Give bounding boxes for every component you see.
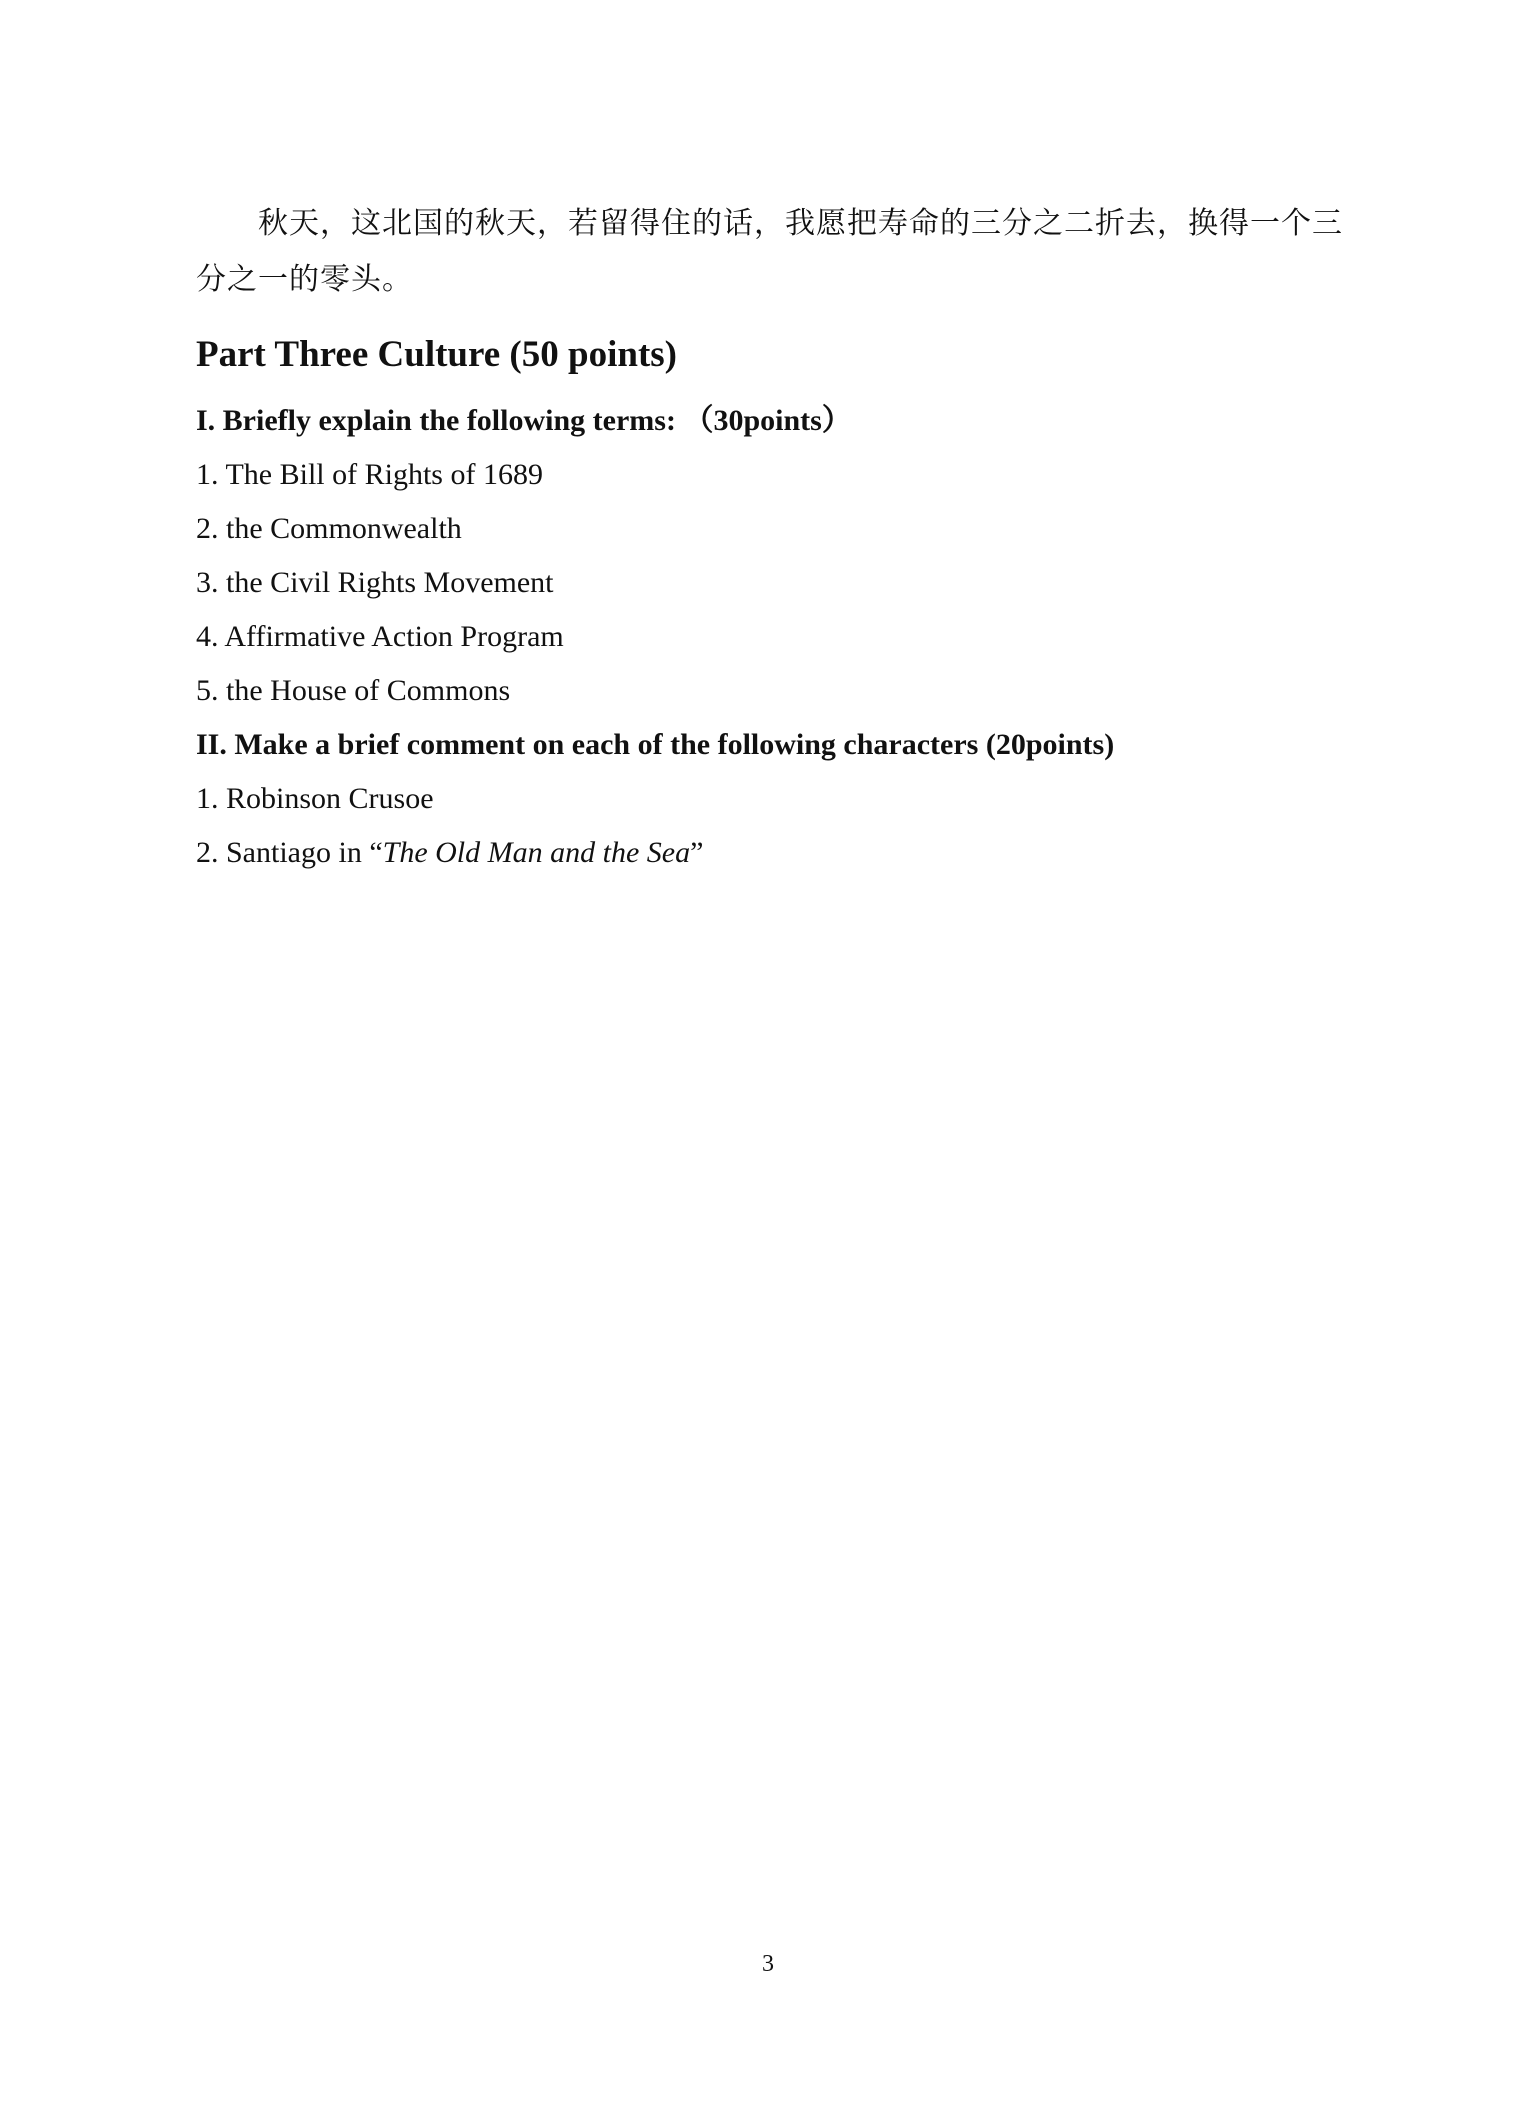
section2-heading: II. Make a brief comment on each of the following characters (20points) bbox=[196, 728, 1115, 761]
page-content bbox=[196, 196, 1344, 880]
book-title: The Old Man and the Sea bbox=[382, 836, 691, 869]
term-item: 5. the House of Commons bbox=[196, 674, 511, 707]
character-item bbox=[196, 826, 1344, 880]
character-item-suffix: ” bbox=[690, 836, 704, 869]
page-number: 3 bbox=[762, 1951, 774, 1977]
term-item: 3. the Civil Rights Movement bbox=[196, 566, 554, 599]
term-item: 4. Affirmative Action Program bbox=[196, 620, 564, 653]
term-item: 2. the Commonwealth bbox=[196, 512, 462, 545]
character-item: 1. Robinson Crusoe bbox=[196, 782, 434, 815]
character-item-prefix: 2. Santiago in “ bbox=[196, 836, 383, 869]
chinese-paragraph: 秋天，这北国的秋天，若留得住的话，我愿把寿命的三分之二折去，换得一个三分之一的零头。 bbox=[196, 206, 1343, 297]
term-item: 1. The Bill of Rights of 1689 bbox=[196, 458, 543, 491]
part-title: Part Three Culture (50 points) bbox=[196, 334, 677, 375]
section1-heading: I. Briefly explain the following terms: （30points） bbox=[196, 404, 852, 437]
